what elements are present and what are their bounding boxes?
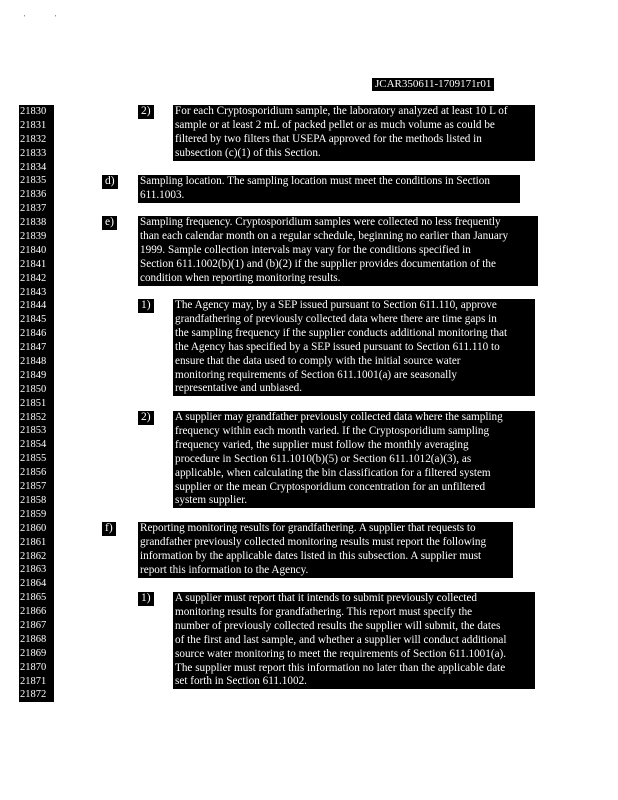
item-marker: 2) <box>138 105 154 119</box>
line-number: 21864 <box>20 578 47 590</box>
line-number: 21866 <box>20 606 47 618</box>
item-marker: d) <box>102 175 118 189</box>
paragraph-text: A supplier must report that it intends to submit previously collected monitoring results for grandfathering. This report must specify the number of previously collected results the supplier will submit, the dates of the first and last sample, and whether a supplier will conduct additional source water monitoring to meet the requirements of Section 611.1001(a). The supplier must report this information no later than the applicable date set forth in Section 611.1002. <box>173 592 535 689</box>
line-number: 21846 <box>20 328 47 340</box>
line-number: 21860 <box>20 522 47 534</box>
line-number: 21872 <box>20 689 47 701</box>
line-number: 21838 <box>20 217 47 229</box>
corner-marks: ' ' <box>24 14 71 22</box>
paragraph-text: Sampling location. The sampling location must meet the conditions in Section 611.1003. <box>138 175 520 203</box>
line-number: 21843 <box>20 286 47 298</box>
line-number: 21856 <box>20 467 47 479</box>
line-number: 21854 <box>20 439 47 451</box>
line-number: 21870 <box>20 661 47 673</box>
line-number: 21840 <box>20 244 47 256</box>
line-number: 21836 <box>20 189 47 201</box>
line-number: 21842 <box>20 272 47 284</box>
line-number: 21837 <box>20 203 47 215</box>
line-number: 21847 <box>20 342 47 354</box>
line-number: 21850 <box>20 383 47 395</box>
item-marker: 2) <box>138 411 154 425</box>
line-number: 21841 <box>20 258 47 270</box>
item-marker: 1) <box>138 299 154 313</box>
document-id-header: JCAR350611-1709171r01 <box>372 78 494 91</box>
paragraph-text: For each Cryptosporidium sample, the laboratory analyzed at least 10 L of sample or at least 2 mL of packed pellet or as much volume as could be filtered by two filters that USEPA approved for the methods listed in subsection (c)(1) of this Section. <box>173 105 535 161</box>
line-number: 21857 <box>20 481 47 493</box>
line-number: 21834 <box>20 161 47 173</box>
line-number: 21835 <box>20 175 47 187</box>
line-number: 21867 <box>20 619 47 631</box>
line-number: 21848 <box>20 356 47 368</box>
line-number: 21845 <box>20 314 47 326</box>
line-number: 21861 <box>20 536 47 548</box>
paragraph-text: The Agency may, by a SEP issued pursuant to Section 611.110, approve grandfathering of previously collected data where there are time gaps in the sampling frequency if the supplier conducts additional monitoring that the Agency has specified by a SEP issued pursuant to Section 611.110 to ensure that the data used to comply with the initial source water monitoring requirements of Section 611.1001(a) are seasonally representative and unbiased. <box>173 299 535 396</box>
line-number: 21830 <box>20 106 47 117</box>
paragraph-text: A supplier may grandfather previously collected data where the sampling frequency within each month varied. If the Cryptosporidium sampling frequency varied, the supplier must follow the monthly averaging procedure in Section 611.1010(b)(5) or Section 611.1012(a)(3), as applicable, when calculating the bin classification for a filtered system supplier or the mean Cryptosporidium concentration for an unfiltered system supplier. <box>173 411 535 508</box>
paragraph-text: Sampling frequency. Cryptosporidium samples were collected no less frequently than each calendar month on a regular schedule, beginning no earlier than January 1999. Sample collection intervals may vary for the conditions specified in Section 611.1002(b)(1) and (b)(2) if the supplier provides documentation of the condition when reporting monitoring results. <box>138 216 538 286</box>
line-number: 21859 <box>20 508 47 520</box>
line-number: 21871 <box>20 675 47 687</box>
line-number-column <box>19 105 54 702</box>
line-number: 21832 <box>20 133 47 145</box>
line-number: 21863 <box>20 564 47 576</box>
line-number: 21868 <box>20 633 47 645</box>
line-number: 21862 <box>20 550 47 562</box>
line-number: 21855 <box>20 453 47 465</box>
line-number: 21852 <box>20 411 47 423</box>
item-marker: e) <box>102 216 117 230</box>
line-number: 21849 <box>20 369 47 381</box>
paragraph-text: Reporting monitoring results for grandfathering. A supplier that requests to grandfather previously collected monitoring results must report the following information by the applicable dates listed in this subsection. A supplier must report this information to the Agency. <box>138 522 513 578</box>
line-number: 21839 <box>20 231 47 243</box>
line-number: 21833 <box>20 147 47 159</box>
item-marker: 1) <box>138 592 154 606</box>
line-number: 21865 <box>20 592 47 604</box>
line-number: 21831 <box>20 119 47 131</box>
line-number: 21858 <box>20 494 47 506</box>
line-number: 21869 <box>20 647 47 659</box>
line-number: 21853 <box>20 425 47 437</box>
line-number: 21851 <box>20 397 47 409</box>
line-number: 21844 <box>20 300 47 312</box>
item-marker: f) <box>102 522 116 536</box>
